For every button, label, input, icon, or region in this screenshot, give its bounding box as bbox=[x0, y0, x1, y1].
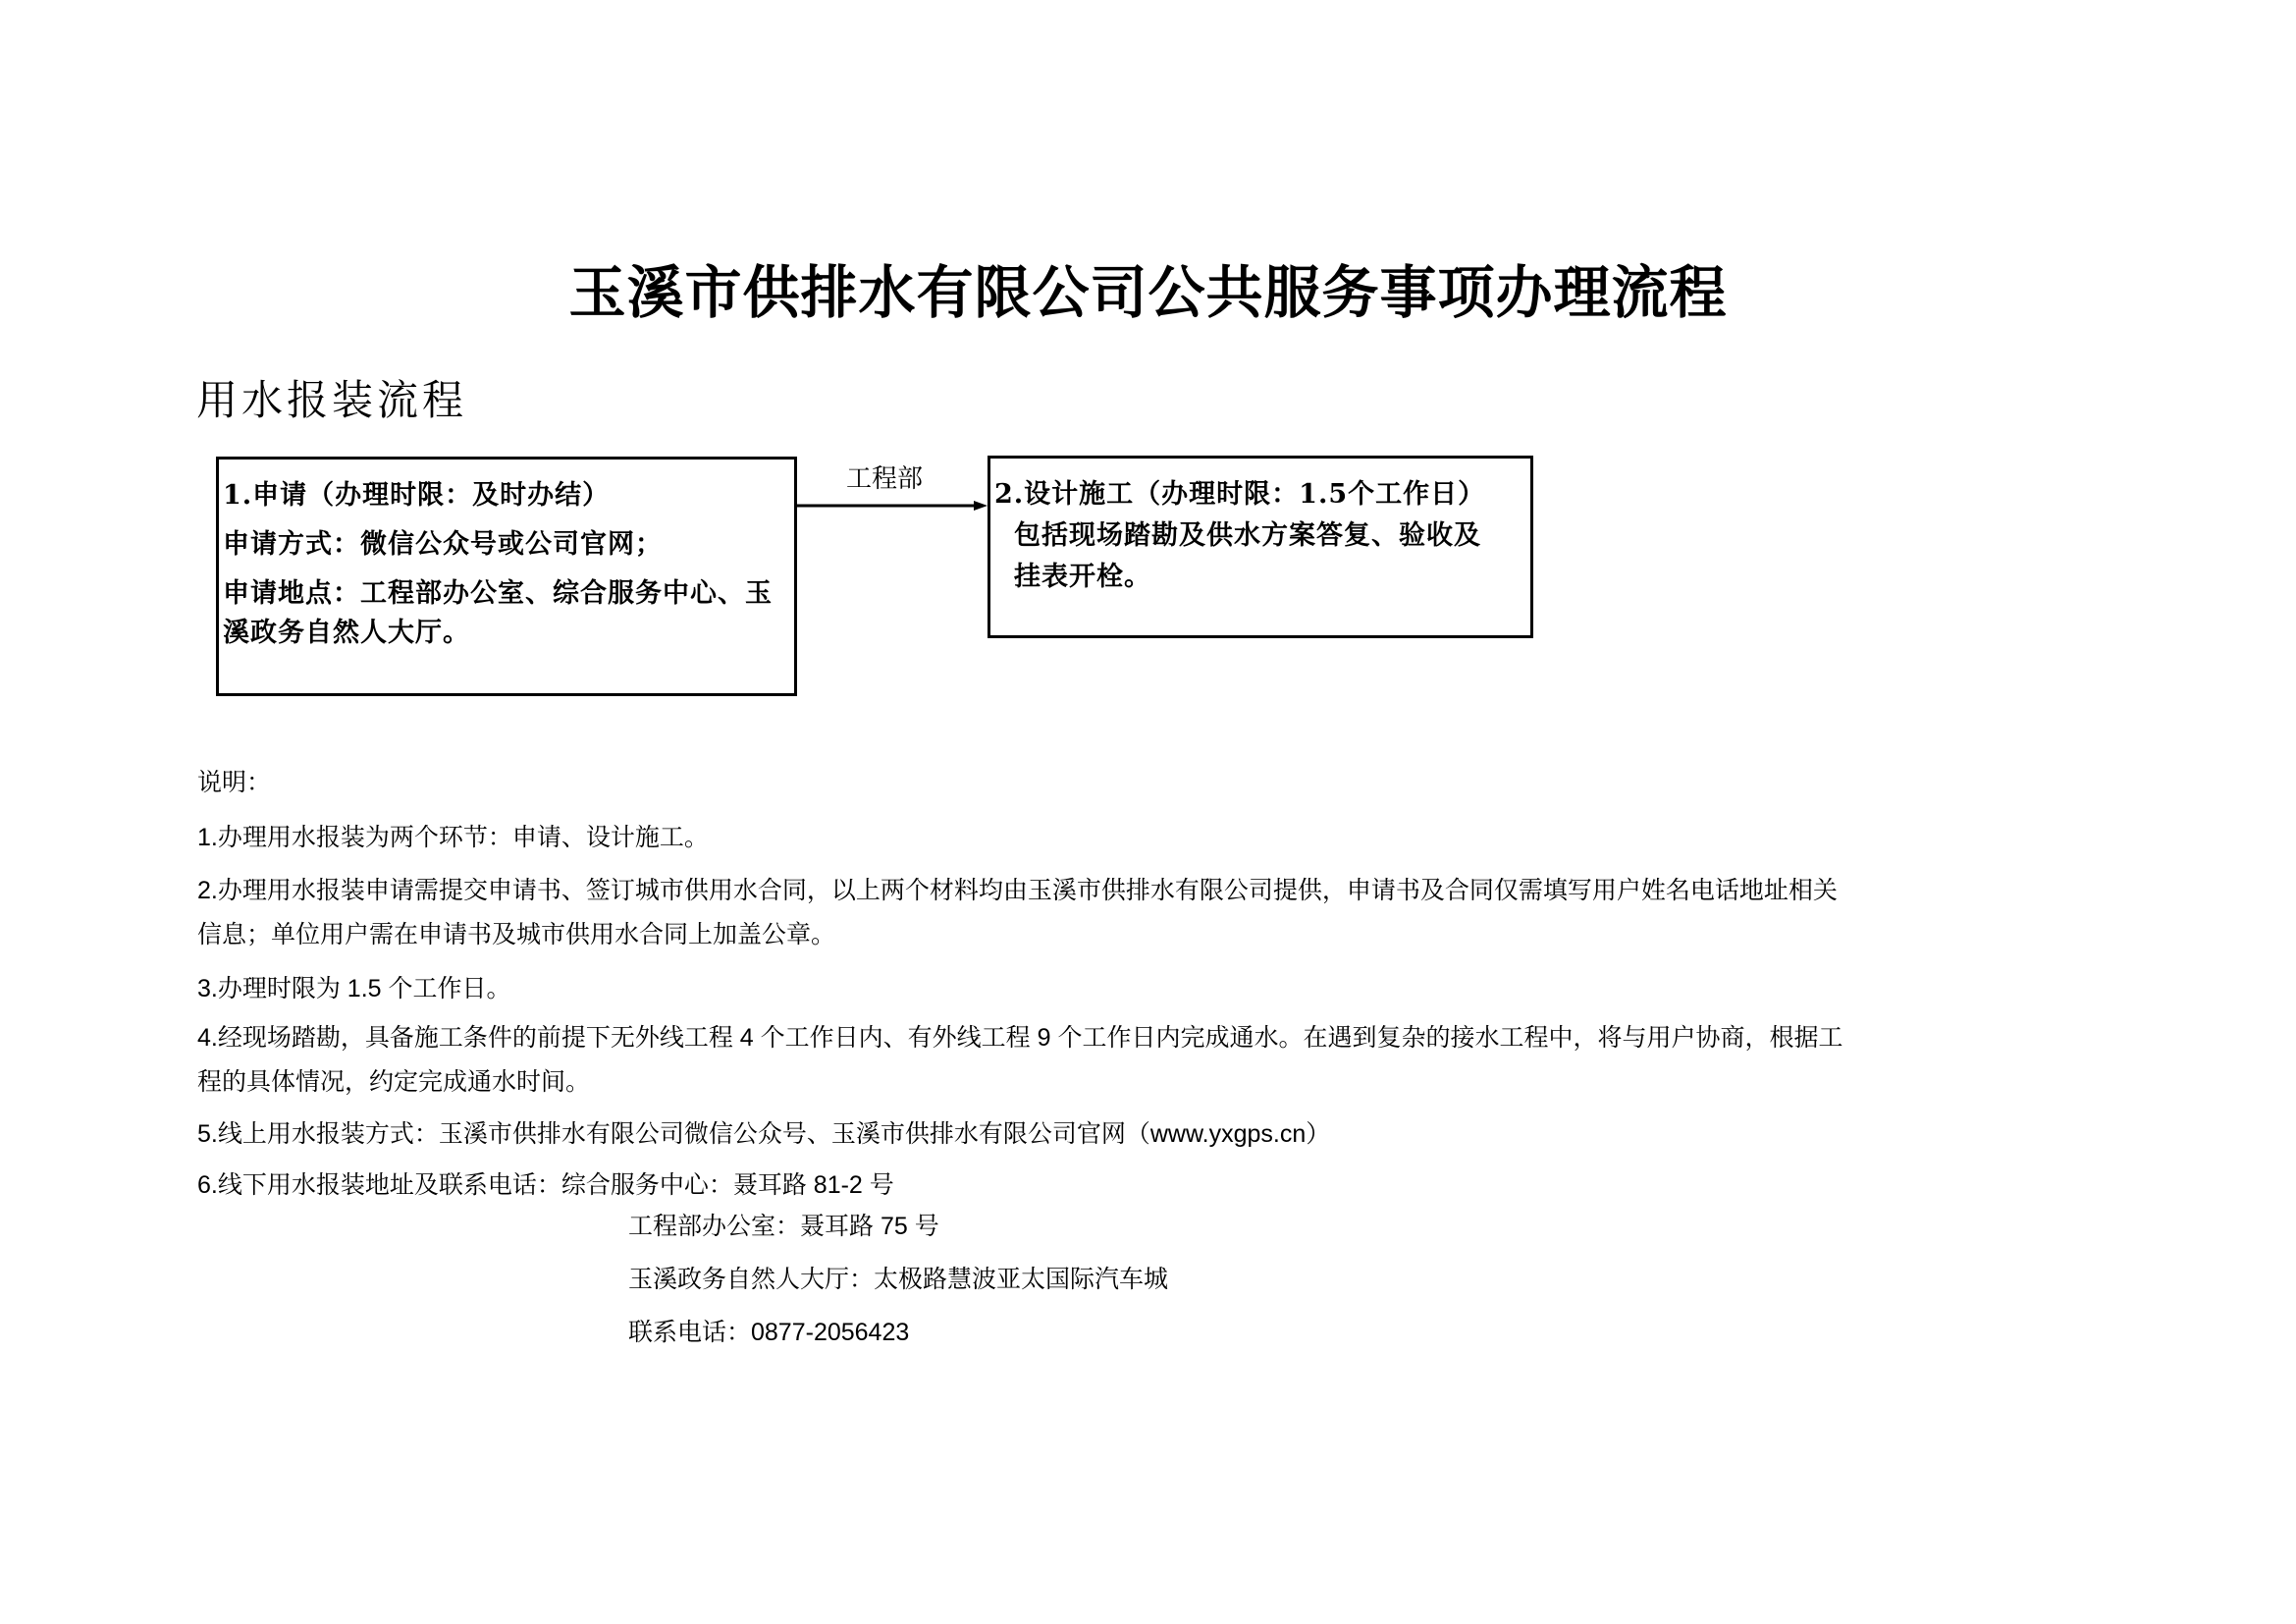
note-item: 6.线下用水报装地址及联系电话：综合服务中心：聂耳路 81-2 号 bbox=[197, 1171, 894, 1199]
contact-service-hall: 玉溪政务自然人大厅：太极路慧波亚太国际汽车城 bbox=[628, 1266, 1169, 1293]
contact-phone: 联系电话：0877-2056423 bbox=[628, 1319, 910, 1346]
note-item: 2.办理用水报装申请需提交申请书、签订城市供用水合同，以上两个材料均由玉溪市供排水有限公司提供，申请书及合同仅需填写用户姓名电话地址相关 bbox=[197, 877, 1838, 904]
note-item: 4.经现场踏勘，具备施工条件的前提下无外线工程 4 个工作日内、有外线工程 9 个工作日内完成通水。在遇到复杂的接水工程中，将与用户协商，根据工 bbox=[197, 1024, 1843, 1052]
flow-step-apply bbox=[216, 457, 797, 696]
step2-heading: 2.设计施工（办理时限：1.5个工作日） bbox=[994, 479, 1486, 510]
connector-label: 工程部 bbox=[846, 464, 924, 494]
step2-desc-line2: 挂表开栓。 bbox=[1014, 562, 1151, 592]
flow-step-design bbox=[988, 456, 1533, 638]
notes-section bbox=[197, 758, 2121, 1210]
page-title: 玉溪市供排水有限公司公共服务事项办理流程 bbox=[568, 259, 1728, 326]
note-item: 1.办理用水报装为两个环节：申请、设计施工。 bbox=[197, 824, 709, 851]
step1-heading: 1.申请（办理时限：及时办结） bbox=[223, 480, 611, 511]
note-item: 程的具体情况，约定完成通水时间。 bbox=[197, 1068, 591, 1096]
flow-arrow-icon bbox=[797, 501, 988, 511]
contact-list bbox=[628, 1200, 1168, 1359]
contact-engineering-office: 工程部办公室：聂耳路 75 号 bbox=[628, 1213, 939, 1240]
step1-location-line1: 申请地点：工程部办公室、综合服务中心、玉 bbox=[223, 578, 773, 609]
step2-desc-line1: 包括现场踏勘及供水方案答复、验收及 bbox=[1014, 520, 1481, 551]
note-item: 信息；单位用户需在申请书及城市供用水合同上加盖公章。 bbox=[197, 921, 836, 948]
note-item: 5.线上用水报装方式：玉溪市供排水有限公司微信公众号、玉溪市供排水有限公司官网（www.yxgps.cn） bbox=[197, 1120, 1331, 1148]
step1-method: 申请方式：微信公众号或公司官网； bbox=[223, 529, 663, 560]
section-title: 用水报装流程 bbox=[196, 376, 468, 424]
note-item: 3.办理时限为 1.5 个工作日。 bbox=[197, 975, 511, 1002]
step1-location-line2: 溪政务自然人大厅。 bbox=[223, 618, 470, 648]
notes-heading: 说明： bbox=[197, 769, 272, 796]
